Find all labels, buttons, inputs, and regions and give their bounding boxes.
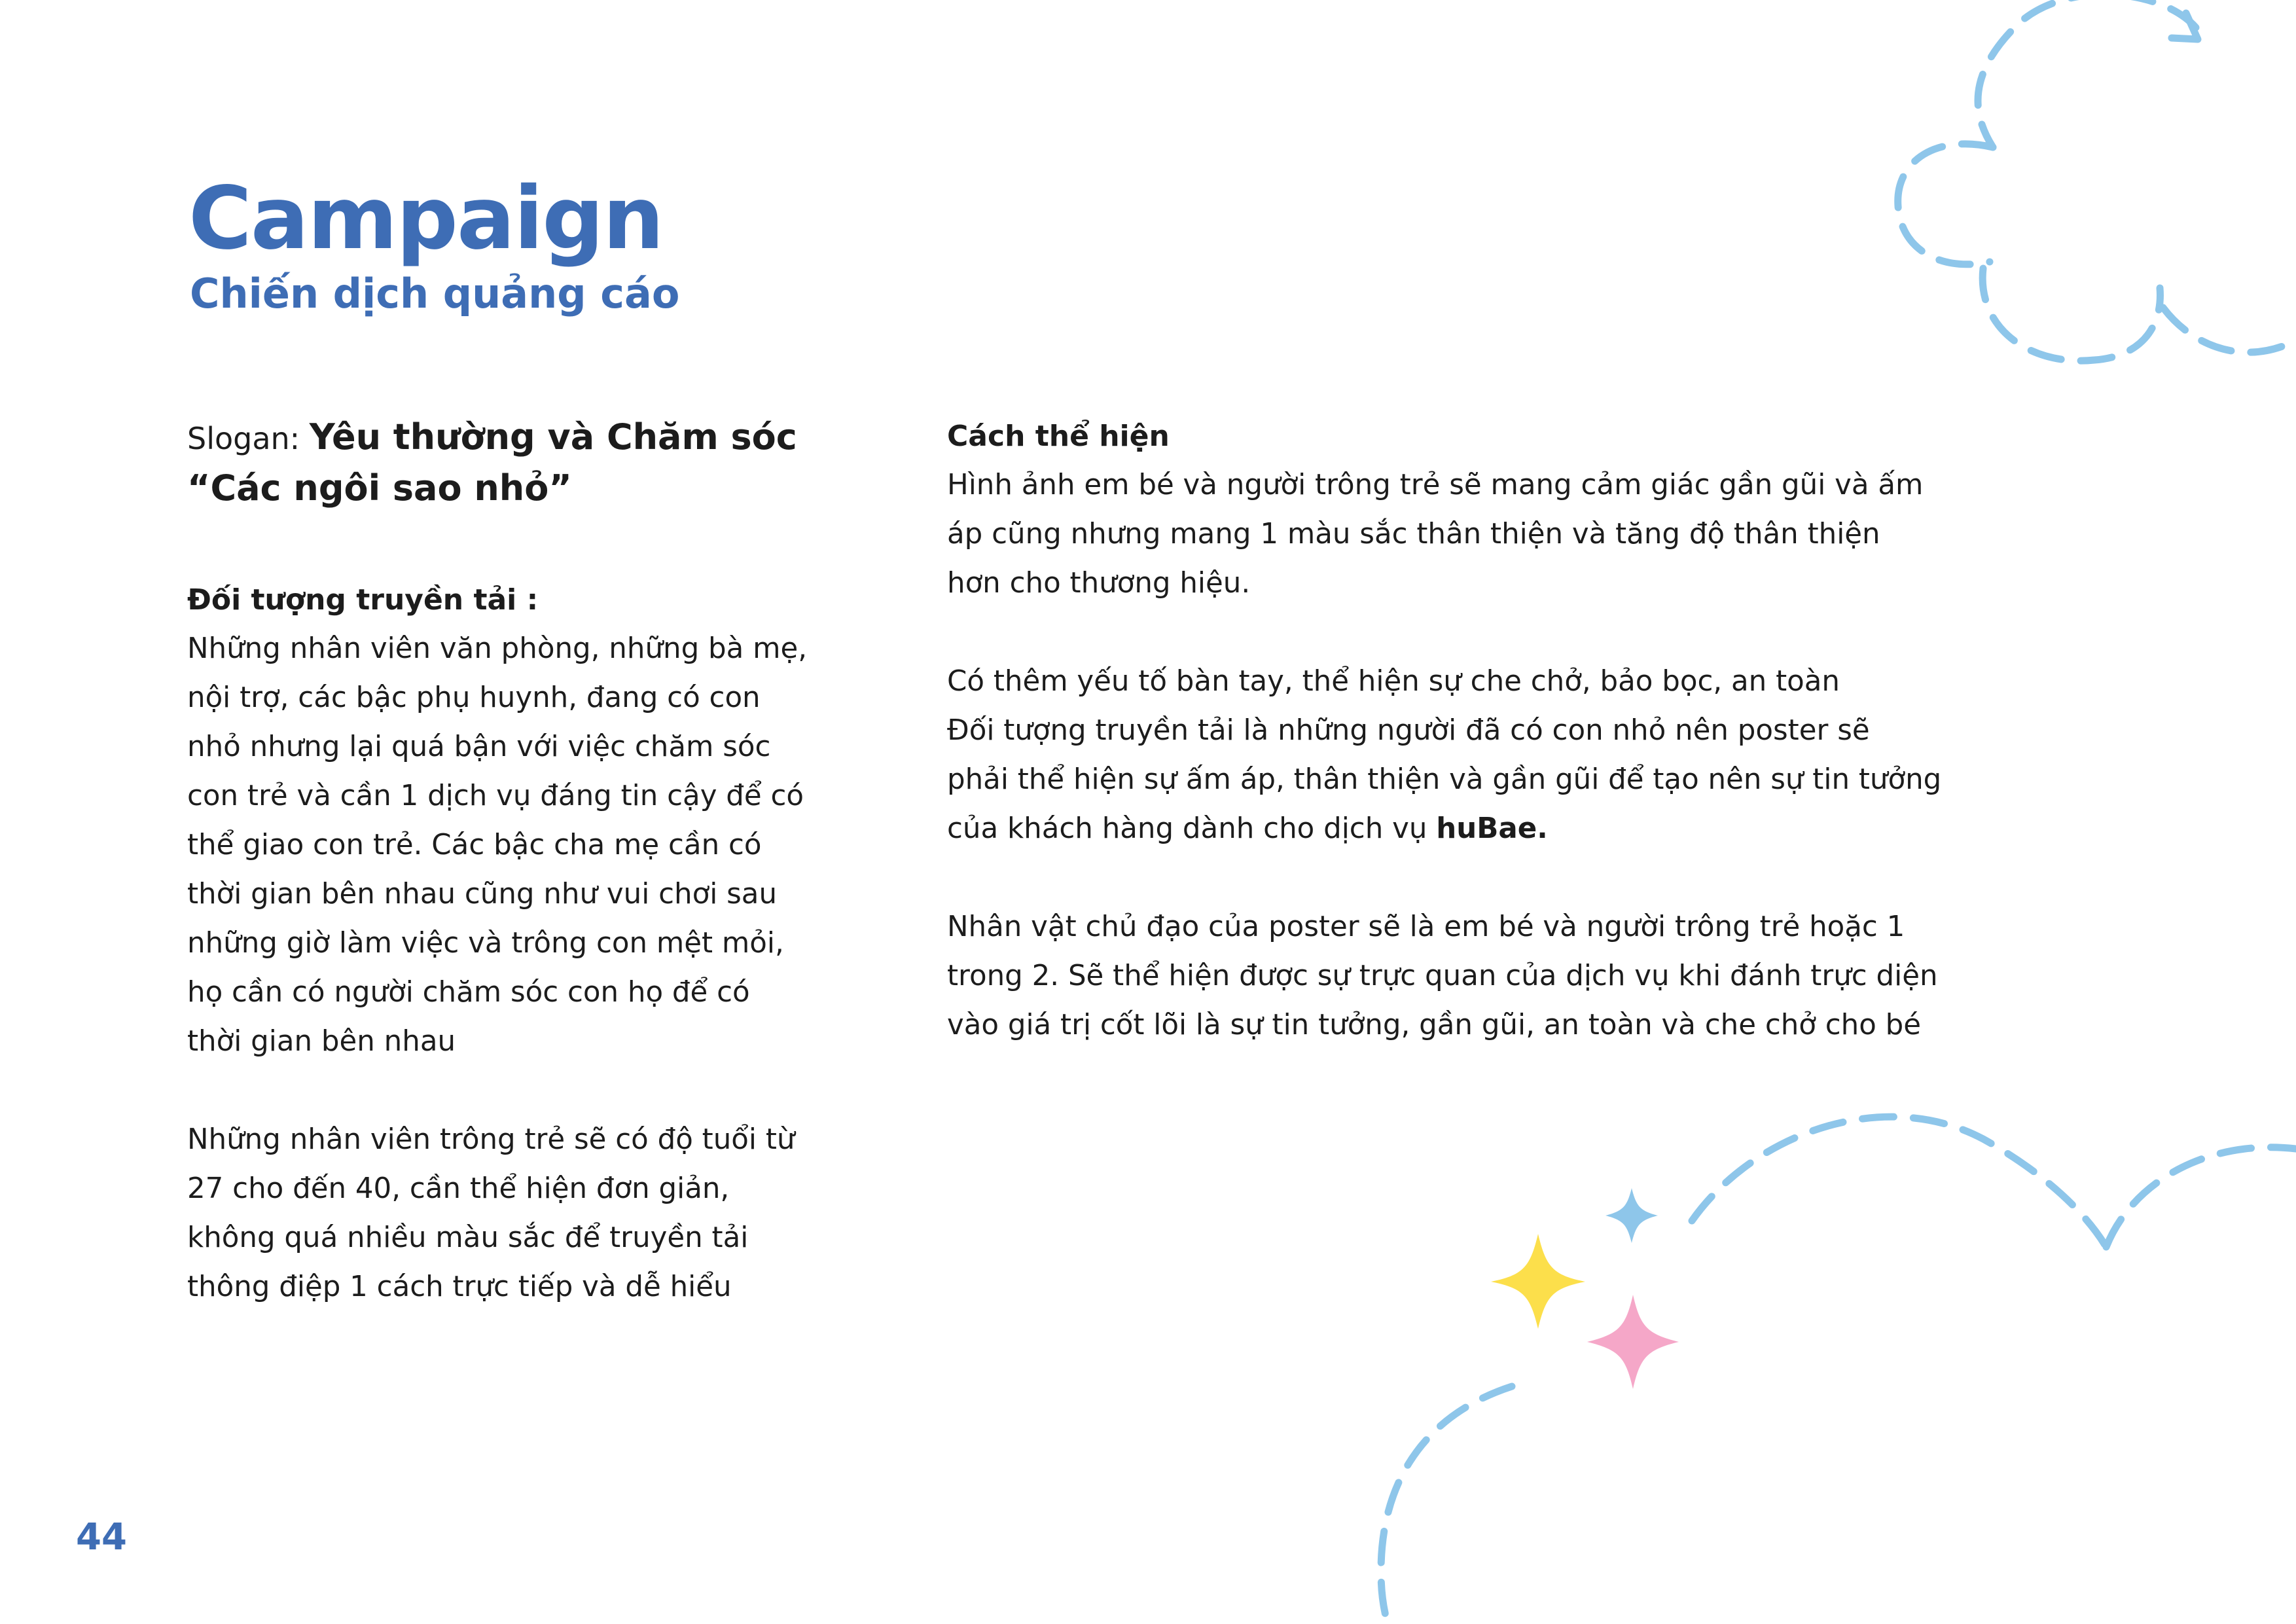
slogan-label: Slogan: xyxy=(187,421,310,456)
audience-heading: Đối tượng truyền tải : xyxy=(187,583,539,617)
top-cloud-outline-4 xyxy=(2163,308,2296,352)
text-line: 27 cho đến 40, cần thể hiện đơn giản, xyxy=(187,1172,730,1205)
text-line: áp cũng nhưng mang 1 màu sắc thân thiện và tăng độ thân thiện xyxy=(947,518,1880,550)
page-title: Campaign xyxy=(188,168,663,269)
sparkle-blue-icon xyxy=(1605,1188,1658,1243)
expression-heading: Cách thể hiện xyxy=(947,420,1170,453)
slogan-text-line2: “Các ngôi sao nhỏ” xyxy=(187,467,572,509)
text-line: hơn cho thương hiệu. xyxy=(947,567,1251,600)
text-line: Đối tượng truyền tải là những người đã có con nhỏ nên poster sẽ xyxy=(947,714,1870,747)
text-line: Có thêm yếu tố bàn tay, thể hiện sự che chở, bảo bọc, an toàn xyxy=(947,665,1840,698)
bottom-cloud-outline-3 xyxy=(1381,1386,1512,1624)
text-line: Những nhân viên trông trẻ sẽ có độ tuổi từ xyxy=(187,1123,795,1156)
text-line: thời gian bên nhau cũng như vui chơi sau xyxy=(187,878,778,911)
text-line: họ cần có người chăm sóc con họ để có xyxy=(187,976,750,1009)
bottom-cloud-outline-2 xyxy=(2106,1147,2296,1247)
text-line: thể giao con trẻ. Các bậc cha mẹ cần có xyxy=(187,829,762,861)
nanny-paragraph xyxy=(187,1115,874,1312)
text-line: nhỏ nhưng lại quá bận với việc chăm sóc xyxy=(187,731,771,763)
text-line: phải thể hiện sự ấm áp, thân thiện và gần gũi để tạo nên sự tin tưởng xyxy=(947,763,1942,796)
top-cloud-outline-3 xyxy=(1982,268,2160,361)
text-line: Nhân vật chủ đạo của poster sẽ là em bé và người trông trẻ hoặc 1 xyxy=(947,911,1905,943)
brand-name: huBae. xyxy=(1436,812,1548,845)
sparkle-yellow-icon xyxy=(1491,1234,1585,1329)
text-line: con trẻ và cần 1 dịch vụ đáng tin cậy để có xyxy=(187,780,804,812)
text-line-prefix: của khách hàng dành cho dịch vụ xyxy=(947,812,1437,845)
expression-paragraph-2 xyxy=(947,657,2034,854)
text-line: Hình ảnh em bé và người trông trẻ sẽ mang cảm giác gần gũi và ấm xyxy=(947,469,1924,501)
text-line xyxy=(947,804,2034,854)
text-line: thời gian bên nhau xyxy=(187,1025,456,1058)
text-line: vào giá trị cốt lõi là sự tin tưởng, gần gũi, an toàn và che chở cho bé xyxy=(947,1009,1922,1041)
expression-paragraph-1 xyxy=(947,461,2034,608)
text-line: Những nhân viên văn phòng, những bà mẹ, xyxy=(187,632,808,665)
left-column xyxy=(187,412,874,1312)
page-number: 44 xyxy=(76,1516,127,1559)
slogan-text-line1: Yêu thường và Chăm sóc xyxy=(309,416,797,458)
right-column xyxy=(947,412,2034,1050)
slogan xyxy=(187,412,874,463)
text-line: nội trợ, các bậc phụ huynh, đang có con xyxy=(187,681,761,714)
audience-paragraph xyxy=(187,624,874,1066)
text-line: thông điệp 1 cách trực tiếp và dễ hiểu xyxy=(187,1271,732,1303)
arrowhead-icon xyxy=(2172,13,2198,39)
top-cloud-outline xyxy=(1978,0,2196,147)
sparkle-pink-icon xyxy=(1587,1295,1679,1389)
top-cloud-outline-2 xyxy=(1898,144,1993,264)
bottom-cloud-outline xyxy=(1692,1117,2106,1247)
text-line: không quá nhiều màu sắc để truyền tải xyxy=(187,1221,749,1254)
text-line: trong 2. Sẽ thể hiện được sự trực quan của dịch vụ khi đánh trực diện xyxy=(947,960,1938,992)
text-line: những giờ làm việc và trông con mệt mỏi, xyxy=(187,927,784,960)
expression-paragraph-3 xyxy=(947,903,2034,1050)
page-subtitle: Chiến dịch quảng cáo xyxy=(190,270,680,317)
